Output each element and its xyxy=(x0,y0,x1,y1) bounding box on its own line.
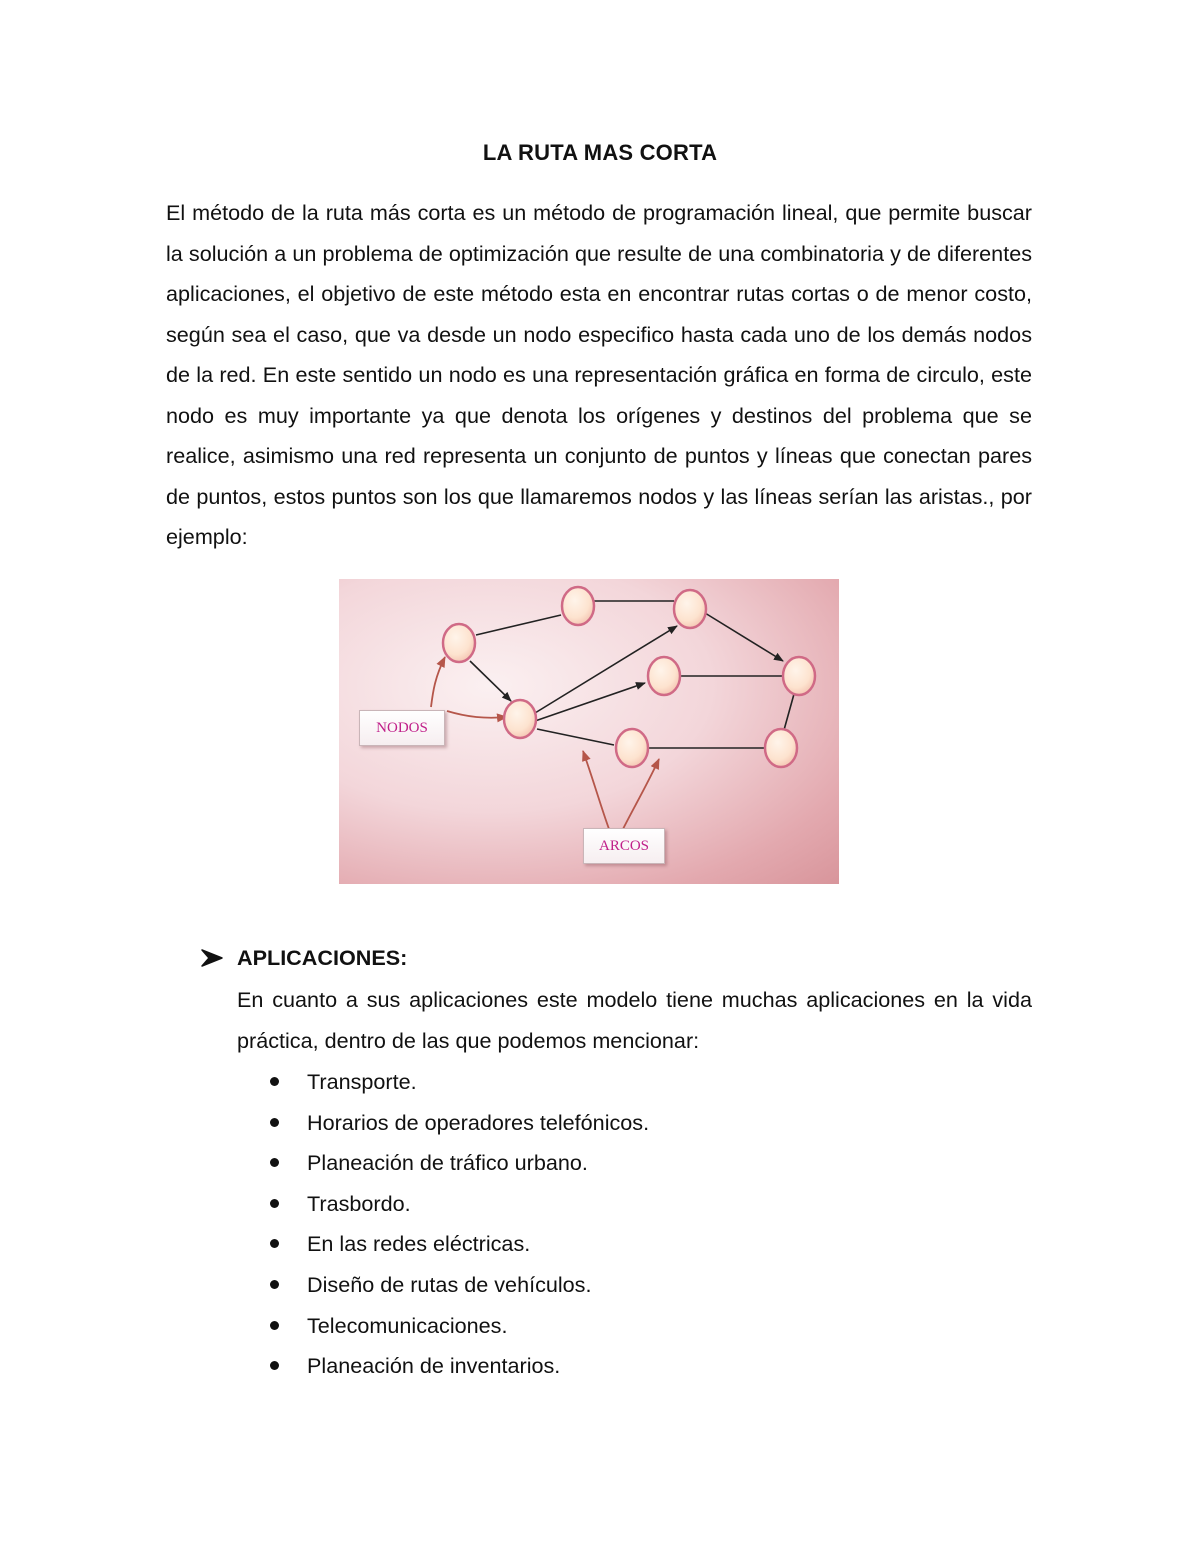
applications-list xyxy=(270,1062,649,1387)
nodes xyxy=(443,587,815,767)
graph-node xyxy=(674,590,706,628)
arrowhead-bullet-icon xyxy=(200,938,226,978)
edge xyxy=(784,694,794,730)
bullet-dot-icon xyxy=(270,1158,279,1167)
nodes-label: NODOS xyxy=(359,710,445,746)
bullet-dot-icon xyxy=(270,1118,279,1127)
bullet-dot-icon xyxy=(270,1199,279,1208)
nodes-callout-arrow xyxy=(447,711,507,718)
graph-node xyxy=(443,624,475,662)
list-item: Planeación de inventarios. xyxy=(270,1346,649,1387)
bullet-dot-icon xyxy=(270,1321,279,1330)
page-title: LA RUTA MAS CORTA xyxy=(482,140,718,165)
applications-intro: En cuanto a sus aplicaciones este modelo tiene muchas aplicaciones en la vida práctica, dentro de las que podemos mencionar: xyxy=(237,987,1032,1053)
list-item: Horarios de operadores telefónicos. xyxy=(270,1103,649,1144)
intro-paragraph: El método de la ruta más corta es un método de programación lineal, que permite buscar la solución a un problema de optimización que resulte de una combinatoria y de diferentes aplicaciones, el objetivo de este método esta en encontrar rutas cortas o de menor costo, según sea el caso, que va desde un nodo especifico hasta cada uno de los demás nodos de la red. En este sentido un nodo es una representación gráfica en forma de circulo, este nodo es muy importante ya que denota los orígenes y destinos del problema que se realice, asimismo una red representa un conjunto de puntos y líneas que conectan pares de puntos, estos puntos son los que llamaremos nodos y las líneas serían las aristas., por ejemplo: xyxy=(166,200,1032,549)
list-item: Transporte. xyxy=(270,1062,649,1103)
list-item: Telecomunicaciones. xyxy=(270,1306,649,1347)
list-item: Trasbordo. xyxy=(270,1184,649,1225)
graph-node xyxy=(616,729,648,767)
bullet-dot-icon xyxy=(270,1239,279,1248)
section-heading xyxy=(200,938,407,978)
edge xyxy=(476,615,561,635)
arcs-callout-arrow xyxy=(583,751,609,829)
edge xyxy=(537,729,614,745)
list-item: Diseño de rutas de vehículos. xyxy=(270,1265,649,1306)
section-heading-text: APLICACIONES: xyxy=(237,945,408,970)
list-item: Planeación de tráfico urbano. xyxy=(270,1143,649,1184)
list-item: En las redes eléctricas. xyxy=(270,1224,649,1265)
graph-node xyxy=(783,657,815,695)
arcs-label: ARCOS xyxy=(583,828,665,864)
bullet-dot-icon xyxy=(270,1280,279,1289)
edge xyxy=(470,661,511,701)
bullet-dot-icon xyxy=(270,1361,279,1370)
graph-node xyxy=(562,587,594,625)
nodes-callout-arrow xyxy=(431,657,445,707)
network-diagram xyxy=(339,579,839,884)
bullet-dot-icon xyxy=(270,1077,279,1086)
edge xyxy=(705,613,783,661)
arcs-callout-arrow xyxy=(623,759,659,829)
graph-node xyxy=(765,729,797,767)
graph-node xyxy=(648,657,680,695)
graph-node xyxy=(504,700,536,738)
